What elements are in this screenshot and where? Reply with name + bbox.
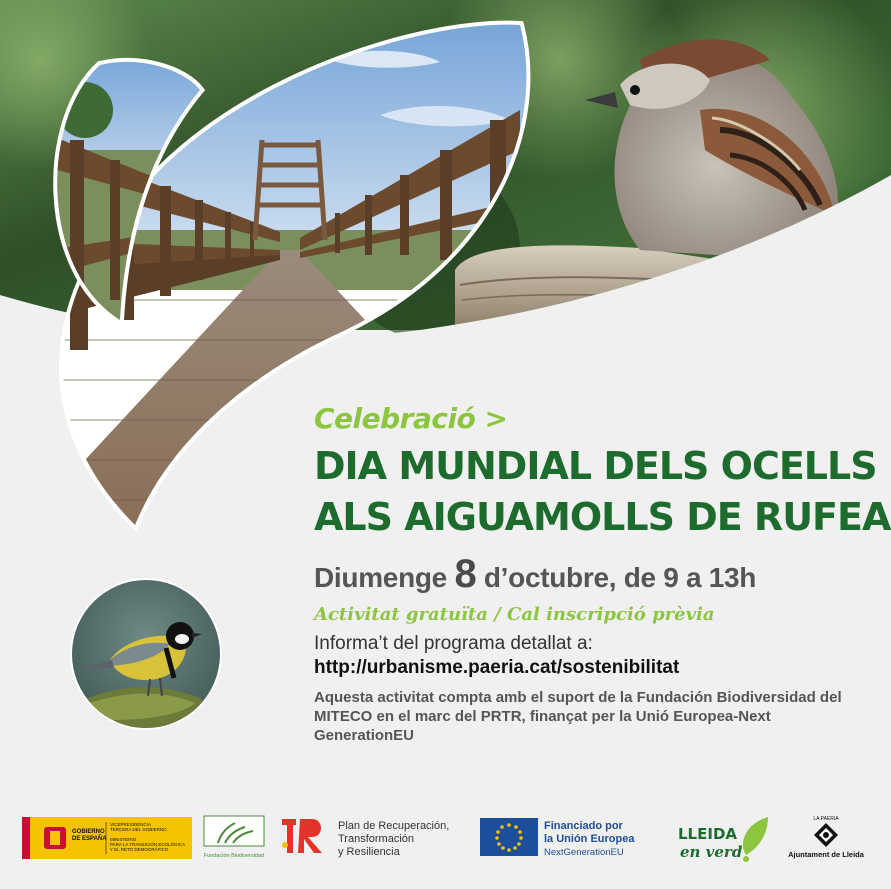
gov-line1: GOBIERNO [72,829,105,835]
paeria-crest-icon [814,823,838,847]
info-label: Informa’t del programa detallat a: [314,633,593,654]
date-prefix: Diumenge [314,562,447,593]
fundacion-biodiversidad-logo [203,815,265,861]
lleida-verd-line1: LLEIDA [678,825,738,843]
lleida-en-verd-logo [676,813,772,863]
fundacion-label: Fundación Biodiversidad [203,853,265,859]
prtr-line2: Transformación [338,833,415,845]
coat-of-arms-icon [44,827,66,849]
great-tit-photo [70,578,222,730]
event-title-line2: ALS AIGUAMOLLS DE RUFEA [314,495,891,539]
eu-funding-logo [478,815,648,861]
gov-vice-line2: TERCERA DEL GOBIERNO [110,827,167,832]
ajuntament-top: LA PAERIA [813,816,839,822]
event-kicker: Celebració > [314,402,508,435]
gov-min-line3: Y EL RETO DEMOGRÁFICO [110,847,169,852]
tr-mark-icon [282,819,322,853]
gobierno-espana-logo [22,817,192,859]
gov-min-line1: MINISTERIO [110,837,137,842]
event-date [314,552,756,597]
prtr-line3: y Resiliencia [338,846,400,858]
gov-min-line2: PARA LA TRANSICIÓN ECOLÓGICA [110,842,186,847]
date-day: 8 [454,552,477,596]
event-title-line1: DIA MUNDIAL DELS OCELLS [314,444,877,488]
eu-line1: Financiado por [544,820,623,832]
eu-line3: NextGenerationEU [544,847,624,858]
date-suffix: d’octubre, de 9 a 13h [483,562,757,593]
eu-line2: la Unión Europea [544,833,635,845]
free-registration-note: Activitat gratuïta / Cal inscripció prèvia [314,604,715,625]
gov-line2: DE ESPAÑA [72,836,107,842]
ajuntament-label: Ajuntament de Lleida [788,850,864,859]
support-text: Aquesta activitat compta amb el suport de la Fundación Biodiversidad del MITECO en el marc del PRTR, finançat per la Unió Europea-Next GenerationEU [314,689,842,744]
lleida-verd-line2: en verd [680,843,743,861]
sponsor-logos [0,805,891,875]
leaf-exclamation-icon [743,817,768,855]
info-url-link[interactable]: http://urbanisme.paeria.cat/sostenibilitat [314,657,680,678]
prtr-line1: Plan de Recuperación, [338,820,450,832]
gov-vice-line1: VICEPRESIDENCIA [110,822,152,827]
prtr-logo [280,815,470,861]
ajuntament-lleida-logo [780,813,872,863]
